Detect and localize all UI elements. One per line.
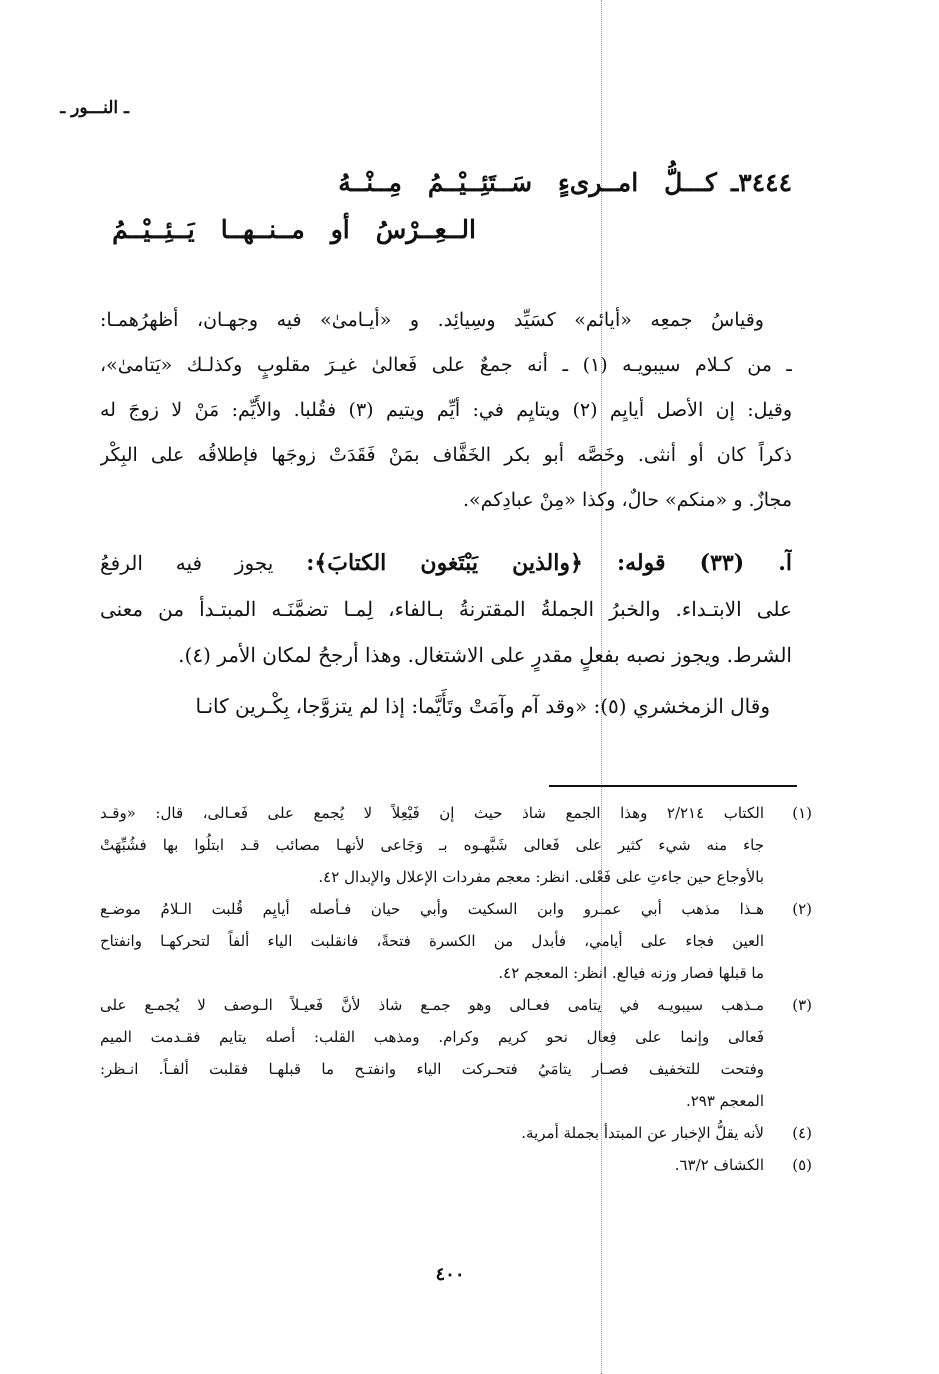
footnote-number: (٤)	[792, 1124, 812, 1142]
text-line: ذكراً كان أو أنثى. وخَصَّه أبو بكر الخَفَّاف بمَنْ فَقَدَتْ زوجَها فإطلاقُه على البِكْر	[100, 444, 792, 466]
verse-line-2	[100, 215, 792, 244]
footnote-line: جاء منه شيء كثير على فَعالى شَبَّهـوه بـ وَجَاعى لأنهـا مصائب قـد ابتلُوا بها فشُبِّهَتْ	[100, 836, 764, 854]
paragraph-verse-33	[100, 540, 792, 678]
text-line: وقيل: إن الأصل أيايِم (٢) ويتايِم في: أيِّم ويتيم (٣) فقُلبا. والأَيِّم: مَنْ لا زوجَ له	[100, 399, 792, 421]
footnote-line: ما قبلها فصار وزنه فيالع. انظر: المعجم ٤٢.	[498, 964, 764, 982]
footnote-line: الكشاف ٦٣/٢.	[674, 1156, 764, 1174]
text-segment: يجوز فيه الرفعُ	[100, 551, 274, 575]
text-line	[100, 540, 792, 586]
verse-word: يَــئِــيْــمُ	[112, 215, 195, 244]
footnote-line: فَعالى وإنما على فِعال نحو كريم وكرام. ومذهب القلب: أصله يتايم فقـدمت الميم	[100, 1028, 764, 1046]
footnote-line: الكتاب ٢/٢١٤ وهذا الجمع شاذ حيث إن فَيْعِلاً لا يُجمع على فَعـالى، قال: «وقـد	[100, 804, 764, 822]
verse-word: الــعِــرْسُ	[375, 215, 476, 244]
page-number: ٤٠٠	[435, 1264, 465, 1285]
footnote-number: (١)	[792, 804, 812, 822]
text-line: على الابتـداء. والخبرُ الجملةُ المقترنةُ بـالفاء، لِمـا تضمَّنَـه المبتـدأ من معنى	[100, 597, 792, 621]
verse-line-1	[100, 168, 792, 197]
footnote-line: العين فجاء على أيامي، فأبدل من الكسرة فتحةً، فانقلبت الياء ألفاً لتحركهـا وانفتاح	[100, 932, 764, 950]
footnote-line: لأنه يقلُّ الإخبار عن المبتدأ بجملة أمرية.	[521, 1124, 764, 1142]
text-line: وقياسُ جمعِه «أيائم» كسَيِّد وسِيائِد. و «أيـامىٰ» فيه وجهـان، أظهرُهمـا:	[100, 309, 764, 331]
paragraph-zamakhshari	[100, 686, 792, 726]
verse-word: امــرىءٍ	[558, 168, 639, 197]
text-line: ـ من كـلام سيبويـه (١) ـ أنه جمعٌ على فَعالىٰ غيـرَ مقلوبٍ وكذلـك «يَتامىٰ»،	[100, 354, 792, 376]
footnote-line: المعجم ٢٩٣.	[685, 1092, 764, 1110]
footnote-1	[100, 797, 812, 893]
footnote-separator	[549, 785, 797, 787]
verse-word: سَــتَئِــيْــمُ	[427, 168, 533, 197]
verse-number: ٣٤٤٤ـ	[730, 168, 792, 197]
footnote-number: (٥)	[792, 1156, 812, 1174]
footnote-5	[100, 1149, 812, 1181]
verse-reference: آ. (٣٣) قوله: ﴿والذين يَبْتَغون الكتابَ﴾:	[306, 550, 792, 576]
running-header: ـ النـــور ـ	[60, 98, 129, 118]
paragraph-commentary	[100, 298, 792, 523]
verse-word: مِــنْــهُ	[338, 168, 402, 197]
text-line: مجازٌ. و «منكم» حالٌ، وكذا «مِنْ عبادِكم».	[462, 489, 792, 511]
text-line: وقال الزمخشري (٥): «وقد آم وآمَتْ وتَأَيَّما: إذا لم يتزوَّجا، بِكْـرين كانـا	[195, 694, 770, 718]
footnote-4	[100, 1117, 812, 1149]
footnote-line: مـذهب سيبويـه في يتامى فعـالى وهو جمـع شاذ لأنَّ فَعيـلاً الـوصف لا يُجمـع على	[100, 996, 764, 1014]
verse-word: كـــلُّ	[664, 168, 717, 197]
footnote-line: هـذا مذهب أبي عمـرو وابن السكيت وأبي حيان فـأصله أيايِم قُلبت الـلامُ موضـع	[100, 900, 764, 918]
text-line: الشرط. ويجوز نصبه بفعلٍ مقدرٍ على الاشتغال. وهذا أرجحُ لمكان الأمر (٤).	[178, 643, 792, 667]
verse-word: أو	[330, 215, 350, 244]
footnote-2	[100, 893, 812, 989]
footnote-line: بالأوجاع حين جاءتِ على فَعْلى. انظر: معجم مفردات الإعلال والإبدال ٤٢.	[318, 868, 764, 886]
footnotes	[100, 797, 812, 1181]
footnote-number: (٢)	[792, 900, 812, 918]
footnote-3	[100, 989, 812, 1117]
footnote-number: (٣)	[792, 996, 812, 1014]
verse-word: مــنــهــا	[220, 215, 305, 244]
footnote-line: وفتحت للتخفيف فصـار يتامَيُ فتحـركت الياء وانفتـح ما قبلهـا فقلبت ألفـاً. انـظر:	[100, 1060, 764, 1078]
